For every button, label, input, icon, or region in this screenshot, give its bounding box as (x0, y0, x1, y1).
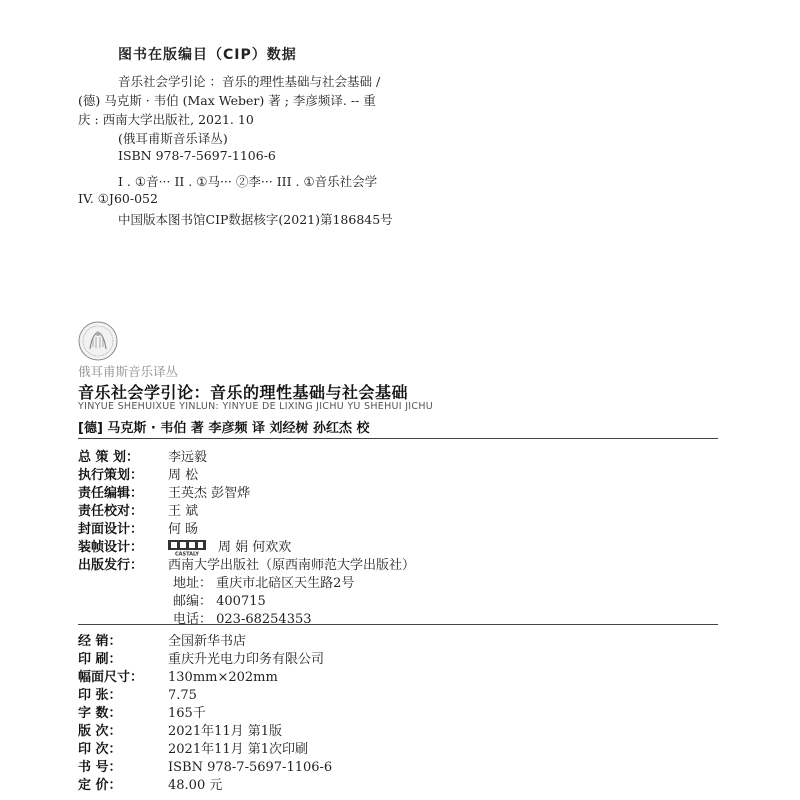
credit-row (78, 464, 198, 483)
spec-value: ISBN 978-7-5697-1106-6 (168, 760, 333, 775)
spec-value: 2021年11月 第1版 (168, 724, 283, 739)
orpheus-seal-icon (78, 321, 118, 361)
credit-label: 出版发行： (78, 558, 144, 573)
spec-label: 定 价： (78, 778, 122, 793)
spec-label: 印 张： (78, 688, 122, 703)
spec-value: 全国新华书店 (168, 634, 247, 649)
credit-row (78, 554, 415, 573)
credit-value: 李远毅 (168, 450, 208, 465)
credit-label: 封面设计： (78, 522, 144, 537)
credit-label: 责任编辑： (78, 486, 144, 501)
cip-line-2: (德) 马克斯 · 韦伯 (Max Weber) 著 ; 李彦频译. -- 重 (78, 93, 376, 108)
divider-middle (78, 624, 718, 625)
credit-value: 周 松 (168, 468, 199, 483)
spec-value: 48.00 元 (168, 778, 223, 793)
cip-line-6: I . ①音··· II . ①马··· ②李··· III . ①音乐社会学 (118, 174, 378, 189)
spec-row (78, 702, 206, 721)
credit-label: 总 策 划： (78, 450, 140, 465)
cip-line-8: 中国版本图书馆CIP数据核字(2021)第186845号 (118, 212, 393, 227)
credit-row (78, 482, 250, 501)
spec-label: 书 号： (78, 760, 122, 775)
spec-label: 版 次： (78, 724, 122, 739)
spec-row (78, 684, 197, 703)
spec-row (78, 774, 222, 793)
book-title-pinyin: YINYUE SHEHUIXUE YINLUN: YINYUE DE LIXING JICHU YU SHEHUI JICHU (78, 401, 434, 412)
credit-row (78, 518, 198, 537)
spec-value: 130mm×202mm (168, 670, 278, 685)
spec-label: 经 销： (78, 634, 122, 649)
spec-value: 2021年11月 第1次印刷 (168, 742, 309, 757)
publisher-phone: 电话： 023-68254353 (173, 612, 312, 627)
spec-row (78, 720, 282, 739)
credit-value: 周 娟 何欢欢 (218, 540, 292, 555)
spec-label: 字 数： (78, 706, 122, 721)
cip-line-7: IV. ①J60-052 (78, 191, 158, 206)
cip-line-5: ISBN 978-7-5697-1106-6 (118, 148, 276, 163)
cip-line-1: 音乐社会学引论 ：音乐的理性基础与社会基础 / (118, 74, 381, 89)
authors-line: [德] 马克斯 · 韦伯 著 李彦频 译 刘经树 孙红杰 校 (78, 421, 370, 436)
cip-heading: 图书在版编目（CIP）数据 (118, 47, 297, 63)
spec-row (78, 630, 246, 649)
credit-label: 装帧设计： (78, 540, 144, 555)
cip-line-3: 庆 : 西南大学出版社, 2021. 10 (78, 112, 254, 127)
book-title: 音乐社会学引论：音乐的理性基础与社会基础 (78, 383, 409, 402)
credit-value: 王英杰 彭智烨 (168, 486, 251, 501)
credit-row (78, 446, 207, 465)
series-name: 俄耳甫斯音乐译丛 (78, 364, 179, 379)
spec-label: 印 刷： (78, 652, 122, 667)
credit-value: 西南大学出版社（原西南师范大学出版社） (168, 558, 416, 573)
spec-label: 幅面尺寸： (78, 670, 144, 685)
cip-line-4: (俄耳甫斯音乐译丛) (118, 131, 228, 146)
credit-row (78, 536, 291, 556)
spec-row (78, 666, 278, 685)
spec-row (78, 648, 324, 667)
publisher-postcode: 邮编： 400715 (173, 594, 266, 609)
credit-row (78, 500, 198, 519)
divider-top (78, 438, 718, 439)
spec-value: 7.75 (168, 688, 197, 703)
credit-value: 何 旸 (168, 522, 199, 537)
castaly-logo-text: CASTALY (174, 551, 200, 556)
spec-label: 印 次： (78, 742, 122, 757)
spec-value: 重庆升光电力印务有限公司 (168, 652, 325, 667)
spec-row (78, 738, 308, 757)
credit-value: 王 斌 (168, 504, 199, 519)
spec-value: 165千 (168, 706, 206, 721)
credit-label: 责任校对： (78, 504, 144, 519)
credit-label: 执行策划： (78, 468, 144, 483)
publisher-address: 地址： 重庆市北碚区天生路2号 (173, 576, 355, 591)
spec-row (78, 756, 332, 775)
